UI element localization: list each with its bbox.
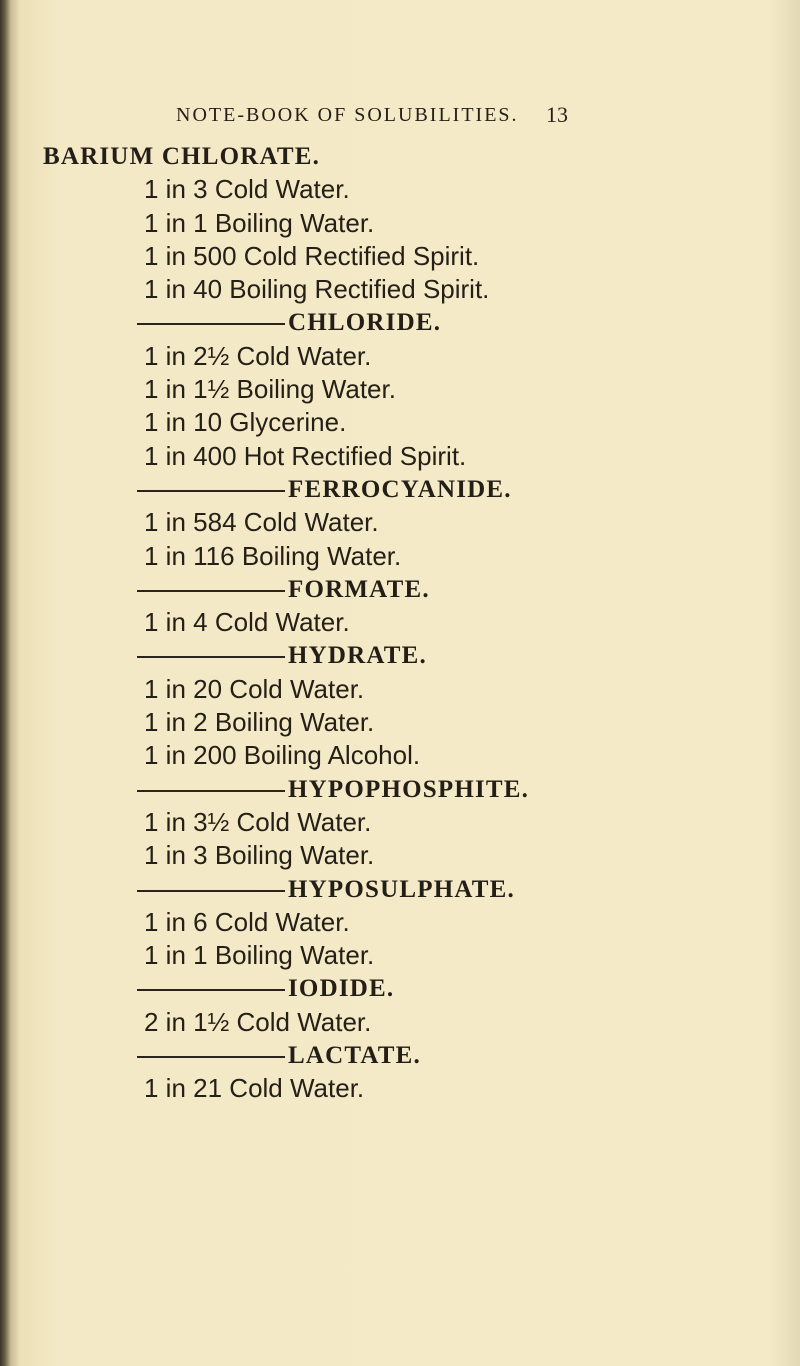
- solubility-line: 1 in 20 Cold Water.: [144, 673, 365, 704]
- section-heading-text: LACTATE.: [288, 1042, 422, 1070]
- solubility-line: 1 in 500 Cold Rectified Spirit.: [144, 240, 480, 271]
- section-heading: [43, 573, 763, 606]
- solubility-line: 1 in 1 Boiling Water.: [144, 940, 375, 971]
- solubility-line: 1 in 6 Cold Water.: [144, 906, 350, 937]
- section-heading-text: FERROCYANIDE.: [288, 475, 512, 503]
- solubility-line: 1 in 200 Boiling Alcohol.: [144, 740, 421, 771]
- solubility-line: 1 in 584 Cold Water.: [144, 507, 379, 538]
- solubility-line: 1 in 1½ Boiling Water.: [144, 374, 396, 405]
- ditto-rule: [137, 590, 285, 592]
- section-heading-text: FORMATE.: [288, 575, 430, 603]
- section-heading: [43, 773, 763, 806]
- section-heading-text: IODIDE.: [288, 975, 395, 1003]
- solubility-line: 1 in 4 Cold Water.: [144, 607, 350, 638]
- solubility-entries: [43, 140, 763, 1106]
- ditto-rule: [137, 890, 285, 892]
- solubility-line: 1 in 3 Cold Water.: [144, 174, 350, 205]
- page-number: 13: [546, 102, 568, 127]
- ditto-rule: [137, 989, 285, 991]
- solubility-line: 1 in 10 Glycerine.: [144, 407, 347, 438]
- section-heading-text: BARIUM CHLORATE.: [43, 143, 321, 170]
- ditto-rule: [137, 490, 285, 492]
- solubility-line: 1 in 400 Hot Rectified Spirit.: [144, 440, 467, 471]
- section-heading-text: HYPOPHOSPHITE.: [288, 775, 530, 803]
- section-heading-text: HYPOSULPHATE.: [288, 875, 515, 903]
- section-heading: [43, 972, 763, 1005]
- solubility-line: 1 in 2 Boiling Water.: [144, 707, 375, 738]
- solubility-line: 1 in 21 Cold Water.: [144, 1073, 365, 1104]
- ditto-rule: [137, 1056, 285, 1058]
- section-heading-text: CHLORIDE.: [288, 309, 442, 337]
- solubility-line: 1 in 3 Boiling Water.: [144, 840, 375, 871]
- running-head: NOTE-BOOK OF SOLUBILITIES.: [176, 104, 519, 126]
- solubility-line: 1 in 116 Boiling Water.: [144, 540, 402, 571]
- solubility-line: 1 in 2½ Cold Water.: [144, 340, 372, 371]
- ditto-rule: [137, 323, 285, 325]
- solubility-line: 1 in 3½ Cold Water.: [144, 806, 372, 837]
- section-heading: [43, 1039, 763, 1072]
- section-heading: [43, 639, 763, 672]
- solubility-line: 2 in 1½ Cold Water.: [144, 1006, 372, 1037]
- solubility-line: 1 in 1 Boiling Water.: [144, 207, 375, 238]
- section-heading: [43, 140, 763, 173]
- ditto-rule: [137, 656, 285, 658]
- section-heading: [43, 306, 763, 339]
- section-heading: [43, 473, 763, 506]
- solubility-line: 1 in 40 Boiling Rectified Spirit.: [144, 274, 490, 305]
- section-heading-text: HYDRATE.: [288, 642, 428, 670]
- section-heading: [43, 873, 763, 906]
- ditto-rule: [137, 790, 285, 792]
